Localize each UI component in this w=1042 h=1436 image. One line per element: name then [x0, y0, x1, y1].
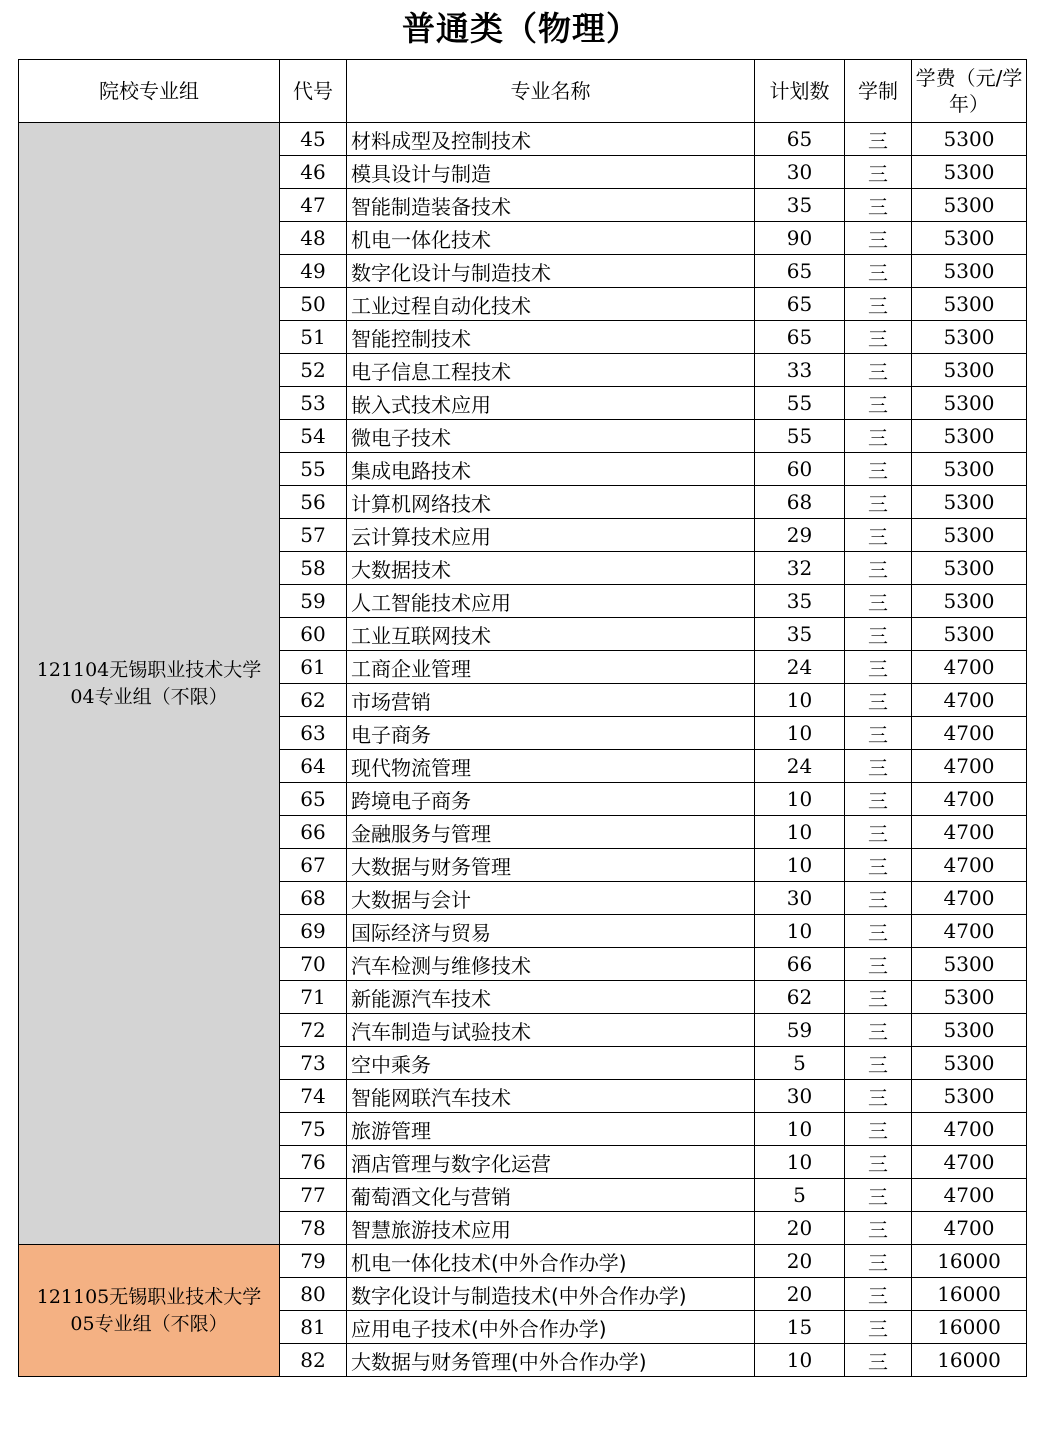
major-name-cell: 机电一体化技术(中外合作办学)	[347, 1245, 755, 1278]
fee-cell: 4700	[912, 882, 1027, 915]
years-cell: 三	[845, 750, 912, 783]
code-cell: 63	[280, 717, 347, 750]
plan-cell: 10	[755, 1344, 845, 1377]
plan-cell: 65	[755, 321, 845, 354]
header-code: 代号	[280, 60, 347, 123]
years-cell: 三	[845, 387, 912, 420]
code-cell: 54	[280, 420, 347, 453]
fee-cell: 4700	[912, 651, 1027, 684]
fee-cell: 5300	[912, 255, 1027, 288]
major-name-cell: 金融服务与管理	[347, 816, 755, 849]
fee-cell: 5300	[912, 519, 1027, 552]
major-name-cell: 应用电子技术(中外合作办学)	[347, 1311, 755, 1344]
major-name-cell: 微电子技术	[347, 420, 755, 453]
fee-cell: 4700	[912, 816, 1027, 849]
plan-cell: 20	[755, 1278, 845, 1311]
plan-cell: 33	[755, 354, 845, 387]
code-cell: 51	[280, 321, 347, 354]
code-cell: 56	[280, 486, 347, 519]
fee-cell: 16000	[912, 1311, 1027, 1344]
plan-cell: 20	[755, 1245, 845, 1278]
table-header-row	[19, 60, 1027, 123]
plan-cell: 55	[755, 420, 845, 453]
plan-cell: 5	[755, 1047, 845, 1080]
major-name-cell: 跨境电子商务	[347, 783, 755, 816]
fee-cell: 5300	[912, 420, 1027, 453]
fee-cell: 5300	[912, 222, 1027, 255]
plan-cell: 10	[755, 717, 845, 750]
plan-cell: 10	[755, 783, 845, 816]
major-name-cell: 数字化设计与制造技术(中外合作办学)	[347, 1278, 755, 1311]
plan-cell: 29	[755, 519, 845, 552]
major-name-cell: 旅游管理	[347, 1113, 755, 1146]
major-name-cell: 机电一体化技术	[347, 222, 755, 255]
plan-cell: 5	[755, 1179, 845, 1212]
plan-cell: 30	[755, 1080, 845, 1113]
code-cell: 59	[280, 585, 347, 618]
code-cell: 72	[280, 1014, 347, 1047]
plan-cell: 10	[755, 915, 845, 948]
code-cell: 53	[280, 387, 347, 420]
header-years: 学制	[845, 60, 912, 123]
fee-cell: 4700	[912, 1146, 1027, 1179]
plan-cell: 32	[755, 552, 845, 585]
code-cell: 65	[280, 783, 347, 816]
code-cell: 79	[280, 1245, 347, 1278]
major-name-cell: 云计算技术应用	[347, 519, 755, 552]
fee-cell: 5300	[912, 123, 1027, 156]
years-cell: 三	[845, 354, 912, 387]
code-cell: 69	[280, 915, 347, 948]
years-cell: 三	[845, 717, 912, 750]
code-cell: 61	[280, 651, 347, 684]
years-cell: 三	[845, 321, 912, 354]
major-name-cell: 材料成型及控制技术	[347, 123, 755, 156]
code-cell: 58	[280, 552, 347, 585]
code-cell: 47	[280, 189, 347, 222]
group-label-line2: 04专业组（不限）	[70, 685, 228, 708]
major-name-cell: 嵌入式技术应用	[347, 387, 755, 420]
code-cell: 57	[280, 519, 347, 552]
code-cell: 68	[280, 882, 347, 915]
major-name-cell: 现代物流管理	[347, 750, 755, 783]
plan-cell: 30	[755, 156, 845, 189]
plan-cell: 65	[755, 123, 845, 156]
code-cell: 60	[280, 618, 347, 651]
fee-cell: 4700	[912, 1212, 1027, 1245]
enrollment-table	[18, 59, 1027, 1377]
plan-cell: 66	[755, 948, 845, 981]
fee-cell: 5300	[912, 321, 1027, 354]
years-cell: 三	[845, 1278, 912, 1311]
code-cell: 76	[280, 1146, 347, 1179]
years-cell: 三	[845, 1344, 912, 1377]
table-body	[19, 123, 1027, 1377]
header-fee: 学费（元/学年）	[912, 60, 1027, 123]
plan-cell: 10	[755, 1146, 845, 1179]
code-cell: 64	[280, 750, 347, 783]
code-cell: 81	[280, 1311, 347, 1344]
code-cell: 74	[280, 1080, 347, 1113]
years-cell: 三	[845, 486, 912, 519]
major-name-cell: 电子信息工程技术	[347, 354, 755, 387]
years-cell: 三	[845, 1311, 912, 1344]
code-cell: 46	[280, 156, 347, 189]
header-plan: 计划数	[755, 60, 845, 123]
plan-cell: 90	[755, 222, 845, 255]
years-cell: 三	[845, 1080, 912, 1113]
fee-cell: 5300	[912, 453, 1027, 486]
fee-cell: 5300	[912, 156, 1027, 189]
fee-cell: 5300	[912, 618, 1027, 651]
fee-cell: 4700	[912, 915, 1027, 948]
years-cell: 三	[845, 123, 912, 156]
fee-cell: 4700	[912, 1179, 1027, 1212]
code-cell: 75	[280, 1113, 347, 1146]
fee-cell: 5300	[912, 288, 1027, 321]
major-name-cell: 计算机网络技术	[347, 486, 755, 519]
fee-cell: 5300	[912, 585, 1027, 618]
years-cell: 三	[845, 222, 912, 255]
page-title: 普通类（物理）	[402, 9, 640, 48]
plan-cell: 30	[755, 882, 845, 915]
years-cell: 三	[845, 882, 912, 915]
years-cell: 三	[845, 948, 912, 981]
major-name-cell: 智能网联汽车技术	[347, 1080, 755, 1113]
plan-cell: 59	[755, 1014, 845, 1047]
fee-cell: 5300	[912, 486, 1027, 519]
years-cell: 三	[845, 552, 912, 585]
table-row	[19, 1245, 1027, 1278]
code-cell: 82	[280, 1344, 347, 1377]
major-name-cell: 酒店管理与数字化运营	[347, 1146, 755, 1179]
years-cell: 三	[845, 684, 912, 717]
plan-cell: 35	[755, 189, 845, 222]
plan-cell: 68	[755, 486, 845, 519]
code-cell: 77	[280, 1179, 347, 1212]
code-cell: 80	[280, 1278, 347, 1311]
plan-cell: 65	[755, 255, 845, 288]
major-name-cell: 智能控制技术	[347, 321, 755, 354]
fee-cell: 4700	[912, 684, 1027, 717]
plan-cell: 24	[755, 750, 845, 783]
code-cell: 71	[280, 981, 347, 1014]
fee-cell: 16000	[912, 1278, 1027, 1311]
fee-cell: 16000	[912, 1245, 1027, 1278]
major-name-cell: 模具设计与制造	[347, 156, 755, 189]
fee-cell: 16000	[912, 1344, 1027, 1377]
fee-cell: 5300	[912, 1014, 1027, 1047]
plan-cell: 35	[755, 585, 845, 618]
years-cell: 三	[845, 189, 912, 222]
table-row	[19, 123, 1027, 156]
years-cell: 三	[845, 585, 912, 618]
major-name-cell: 电子商务	[347, 717, 755, 750]
plan-cell: 10	[755, 684, 845, 717]
code-cell: 73	[280, 1047, 347, 1080]
plan-cell: 24	[755, 651, 845, 684]
code-cell: 45	[280, 123, 347, 156]
fee-cell: 5300	[912, 1080, 1027, 1113]
code-cell: 48	[280, 222, 347, 255]
plan-cell: 20	[755, 1212, 845, 1245]
years-cell: 三	[845, 420, 912, 453]
fee-cell: 5300	[912, 354, 1027, 387]
header-group: 院校专业组	[19, 60, 280, 123]
years-cell: 三	[845, 816, 912, 849]
code-cell: 66	[280, 816, 347, 849]
code-cell: 52	[280, 354, 347, 387]
code-cell: 50	[280, 288, 347, 321]
group-cell	[19, 1245, 280, 1377]
years-cell: 三	[845, 1113, 912, 1146]
group-label-line1: 121105无锡职业技术大学	[36, 1285, 262, 1308]
fee-cell: 5300	[912, 981, 1027, 1014]
fee-cell: 4700	[912, 1113, 1027, 1146]
fee-cell: 4700	[912, 783, 1027, 816]
plan-cell: 35	[755, 618, 845, 651]
years-cell: 三	[845, 255, 912, 288]
years-cell: 三	[845, 519, 912, 552]
fee-cell: 4700	[912, 849, 1027, 882]
major-name-cell: 国际经济与贸易	[347, 915, 755, 948]
plan-cell: 10	[755, 816, 845, 849]
years-cell: 三	[845, 1146, 912, 1179]
major-name-cell: 工业互联网技术	[347, 618, 755, 651]
major-name-cell: 人工智能技术应用	[347, 585, 755, 618]
years-cell: 三	[845, 651, 912, 684]
major-name-cell: 数字化设计与制造技术	[347, 255, 755, 288]
years-cell: 三	[845, 1047, 912, 1080]
major-name-cell: 葡萄酒文化与营销	[347, 1179, 755, 1212]
plan-cell: 10	[755, 849, 845, 882]
years-cell: 三	[845, 618, 912, 651]
years-cell: 三	[845, 453, 912, 486]
years-cell: 三	[845, 1212, 912, 1245]
years-cell: 三	[845, 981, 912, 1014]
major-name-cell: 大数据与财务管理	[347, 849, 755, 882]
fee-cell: 5300	[912, 189, 1027, 222]
major-name-cell: 工业过程自动化技术	[347, 288, 755, 321]
years-cell: 三	[845, 288, 912, 321]
major-name-cell: 智慧旅游技术应用	[347, 1212, 755, 1245]
major-name-cell: 大数据与会计	[347, 882, 755, 915]
group-label-line2: 05专业组（不限）	[70, 1312, 228, 1335]
years-cell: 三	[845, 1014, 912, 1047]
major-name-cell: 市场营销	[347, 684, 755, 717]
plan-cell: 62	[755, 981, 845, 1014]
plan-cell: 65	[755, 288, 845, 321]
years-cell: 三	[845, 849, 912, 882]
fee-cell: 5300	[912, 948, 1027, 981]
group-cell	[19, 123, 280, 1245]
years-cell: 三	[845, 915, 912, 948]
code-cell: 70	[280, 948, 347, 981]
major-name-cell: 空中乘务	[347, 1047, 755, 1080]
fee-cell: 5300	[912, 387, 1027, 420]
years-cell: 三	[845, 1179, 912, 1212]
major-name-cell: 新能源汽车技术	[347, 981, 755, 1014]
major-name-cell: 集成电路技术	[347, 453, 755, 486]
major-name-cell: 汽车检测与维修技术	[347, 948, 755, 981]
years-cell: 三	[845, 156, 912, 189]
major-name-cell: 工商企业管理	[347, 651, 755, 684]
plan-cell: 15	[755, 1311, 845, 1344]
fee-cell: 5300	[912, 552, 1027, 585]
fee-cell: 4700	[912, 717, 1027, 750]
code-cell: 67	[280, 849, 347, 882]
major-name-cell: 大数据与财务管理(中外合作办学)	[347, 1344, 755, 1377]
plan-cell: 10	[755, 1113, 845, 1146]
plan-cell: 55	[755, 387, 845, 420]
code-cell: 49	[280, 255, 347, 288]
plan-cell: 60	[755, 453, 845, 486]
group-label-line1: 121104无锡职业技术大学	[36, 658, 262, 681]
header-major: 专业名称	[347, 60, 755, 123]
years-cell: 三	[845, 1245, 912, 1278]
major-name-cell: 大数据技术	[347, 552, 755, 585]
code-cell: 78	[280, 1212, 347, 1245]
major-name-cell: 智能制造装备技术	[347, 189, 755, 222]
fee-cell: 5300	[912, 1047, 1027, 1080]
code-cell: 62	[280, 684, 347, 717]
major-name-cell: 汽车制造与试验技术	[347, 1014, 755, 1047]
fee-cell: 4700	[912, 750, 1027, 783]
years-cell: 三	[845, 783, 912, 816]
code-cell: 55	[280, 453, 347, 486]
